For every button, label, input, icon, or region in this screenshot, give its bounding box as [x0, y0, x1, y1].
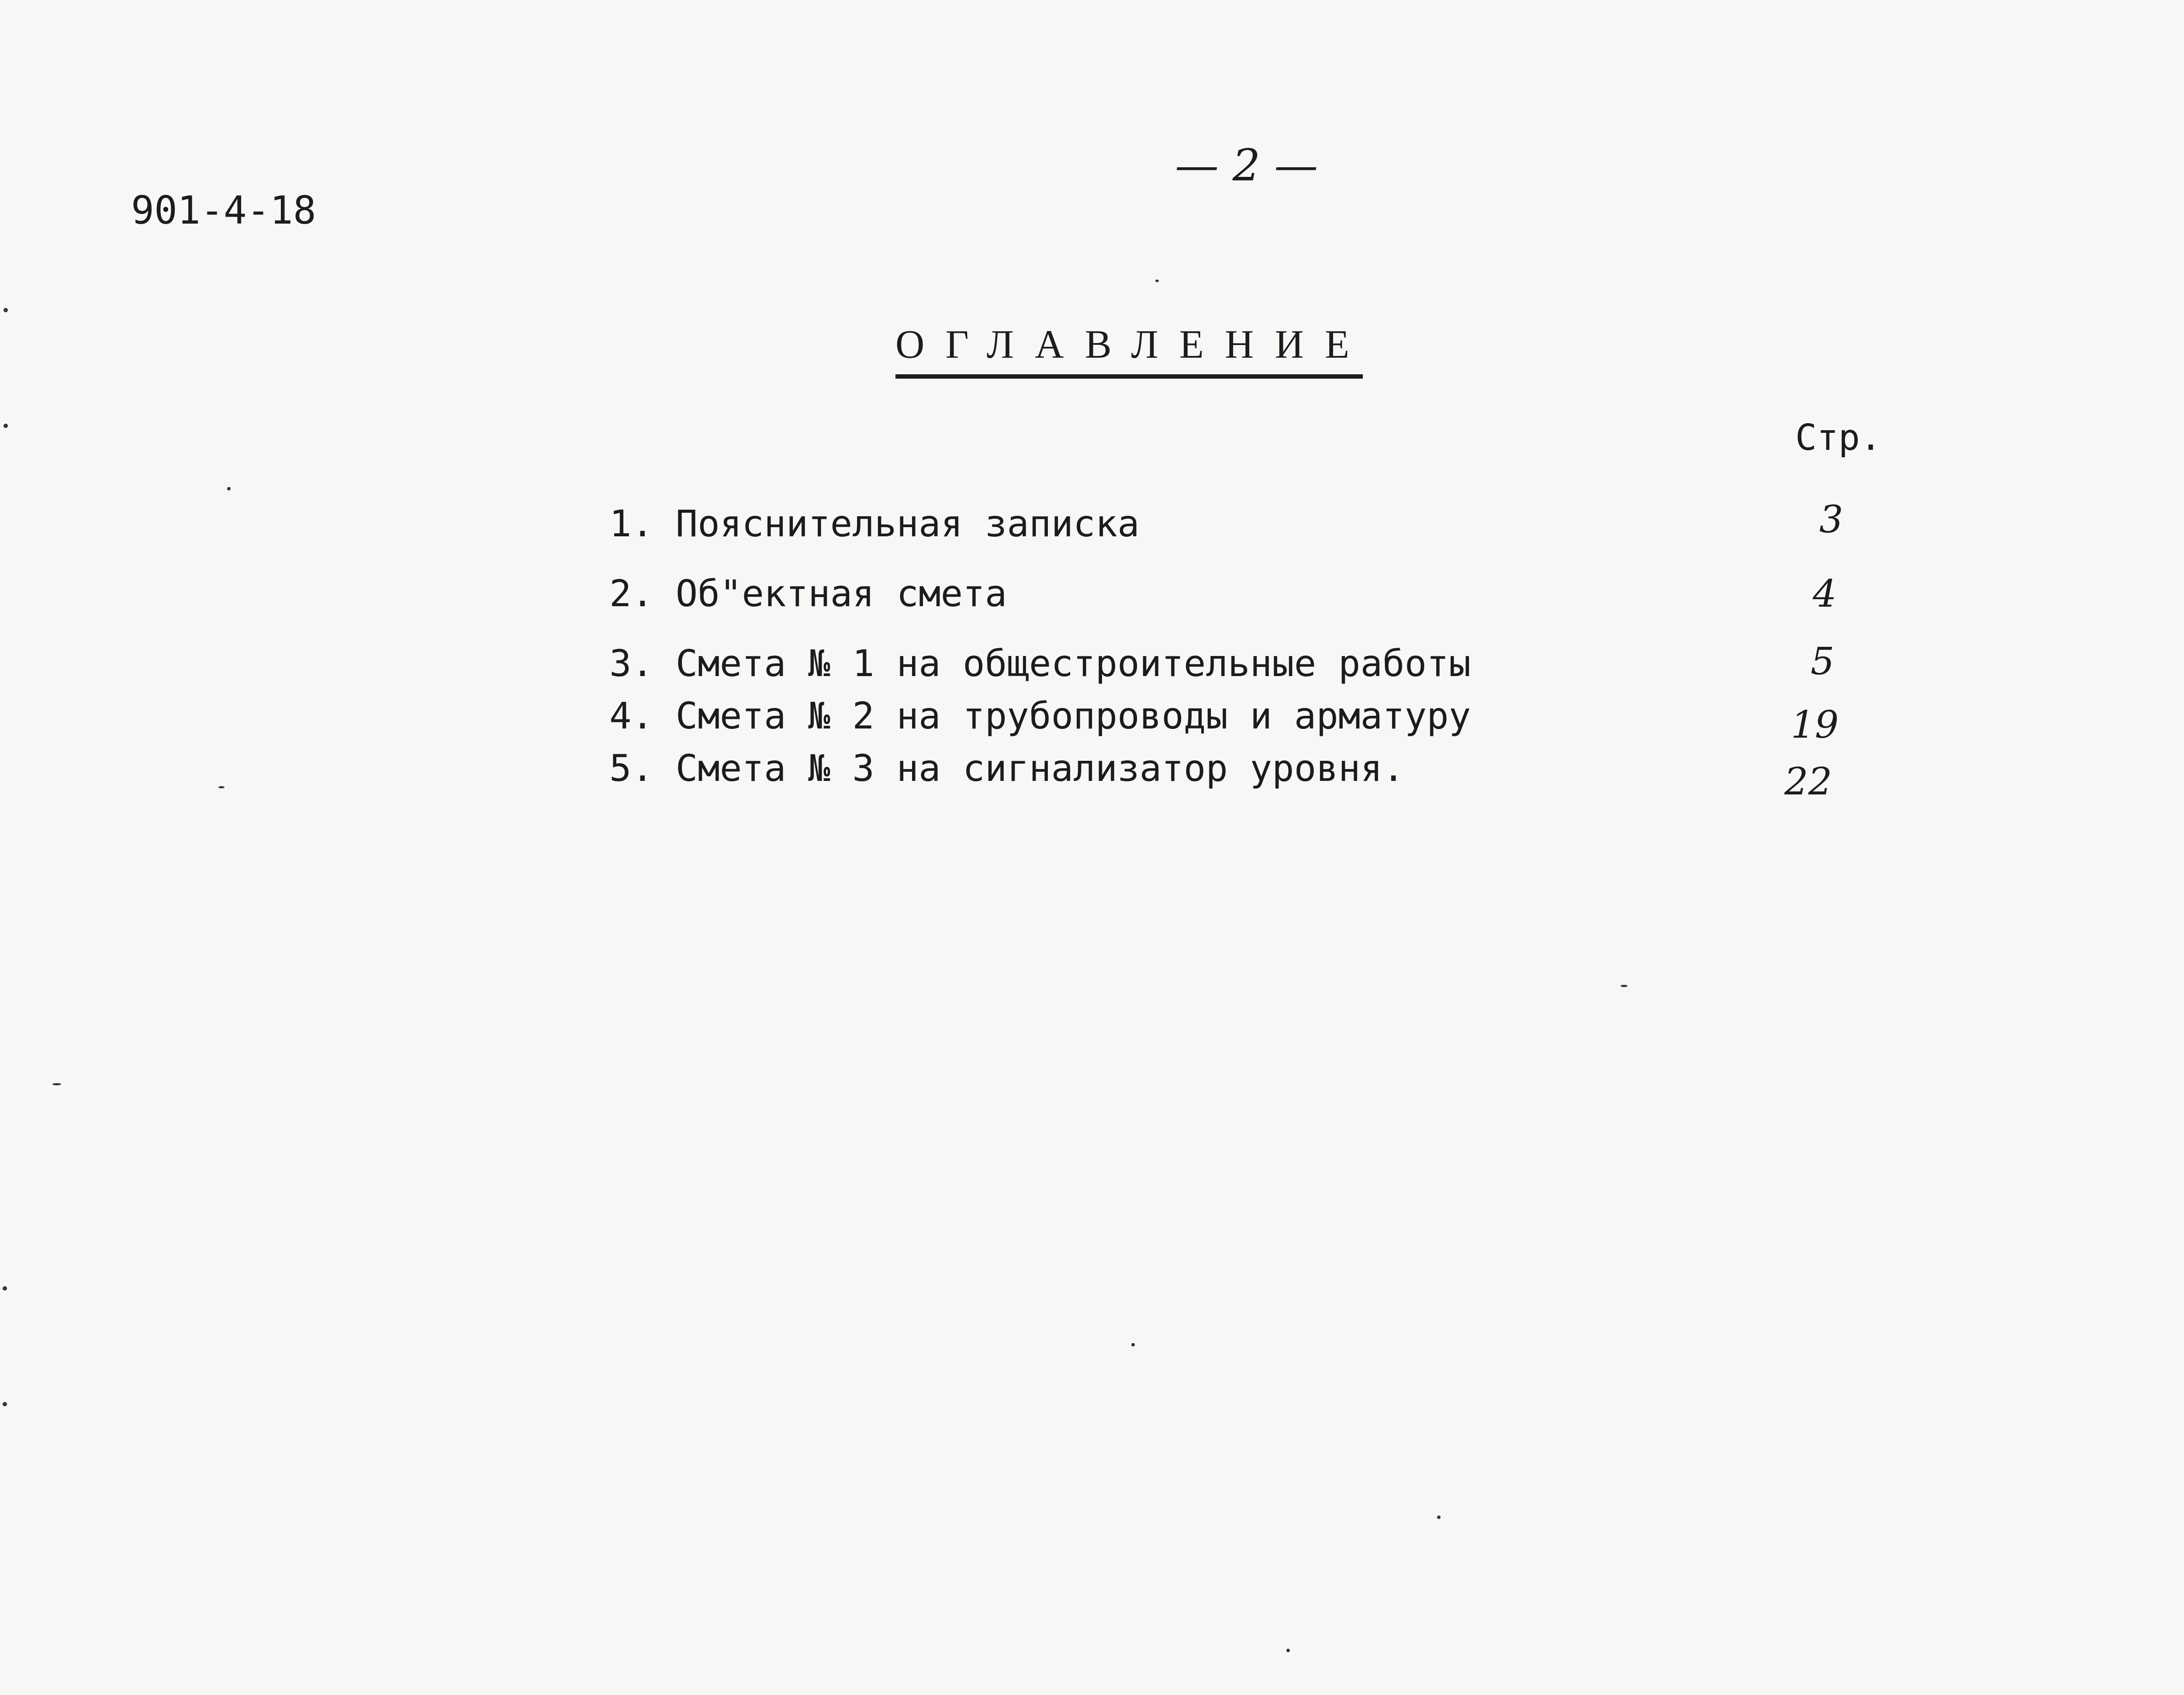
page-number: — 2 — — [1175, 140, 1318, 191]
toc-entry-page: 5 — [1811, 640, 1835, 684]
scan-speck — [1131, 1343, 1135, 1346]
scan-speck — [3, 1402, 7, 1406]
scan-speck — [218, 786, 225, 788]
toc-entry-text: 5. Смета № 3 на сигнализатор уровня. — [609, 747, 1405, 790]
scan-speck — [1621, 985, 1628, 987]
toc-entry-text: 3. Смета № 1 на общестроительные работы — [609, 642, 1471, 685]
toc-entry-page: 19 — [1791, 703, 1839, 747]
scan-speck — [52, 1083, 61, 1085]
toc-entry-page: 3 — [1819, 498, 1843, 542]
toc-entry-text: 2. Об"ектная смета — [609, 572, 1007, 615]
scan-speck — [1286, 1649, 1290, 1652]
toc-entry-page: 22 — [1784, 760, 1832, 804]
toc-entry-text: 4. Смета № 2 на трубопроводы и арматуру — [609, 694, 1471, 737]
document-code: 901-4-18 — [131, 188, 316, 233]
scan-speck — [1155, 280, 1159, 282]
toc-entry-text: 1. Пояснительная записка — [609, 502, 1140, 545]
scan-speck — [3, 424, 8, 428]
toc-title: ОГЛАВЛЕНИЕ — [895, 321, 1363, 379]
scan-speck — [3, 308, 8, 312]
scan-speck — [3, 1286, 7, 1291]
toc-entry-page: 4 — [1813, 572, 1837, 616]
scan-speck — [227, 487, 231, 490]
scan-speck — [1437, 1515, 1441, 1519]
page-column-header: Стр. — [1795, 417, 1882, 459]
